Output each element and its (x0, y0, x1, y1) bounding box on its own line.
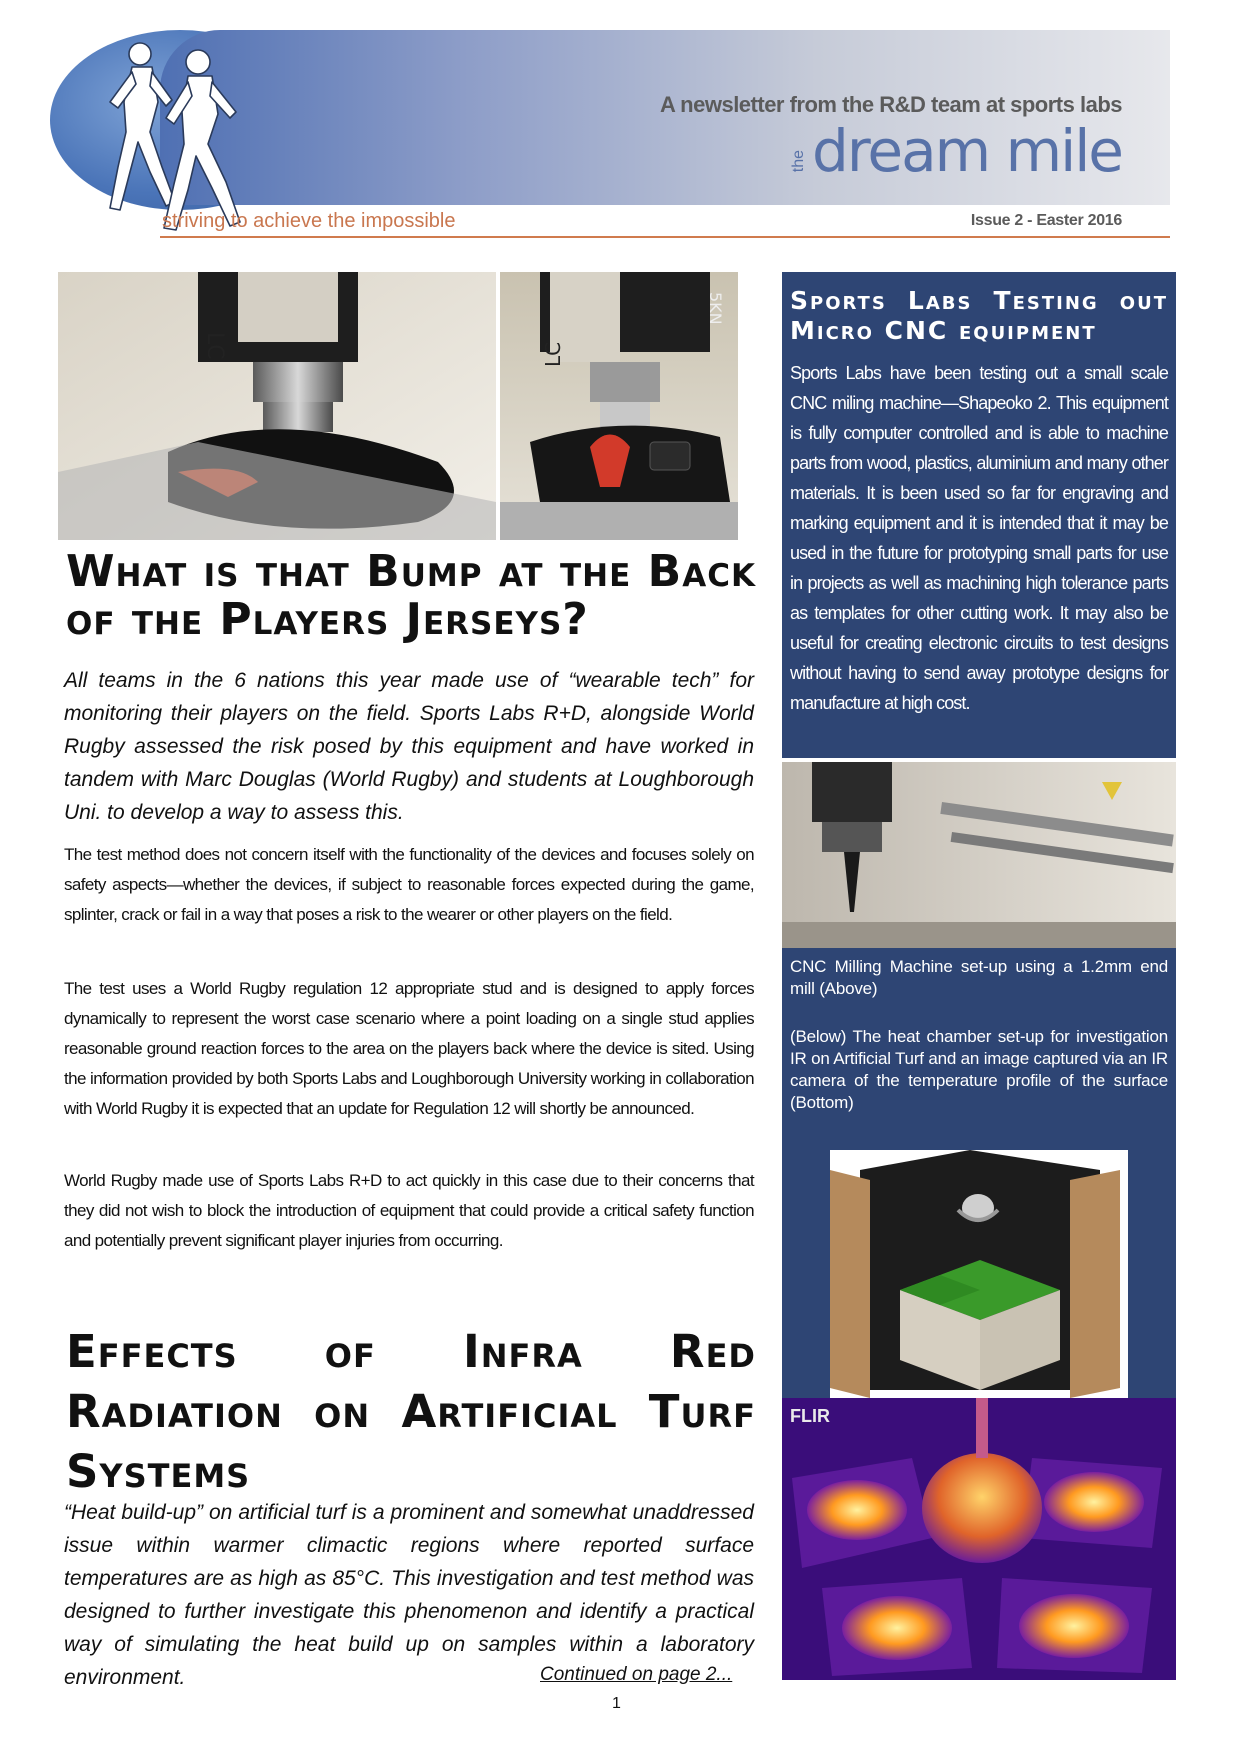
masthead (790, 117, 1122, 185)
article1-paragraph-2: The test uses a World Rugby regulation 12 appropriate stud and is designed to apply forces dynamically to represent the worst case scenario where a point loading on a single stud applies reasonable ground reaction forces to the area on the players back where the device is sited. Using the information provided by both Sports Labs and Loughborough University working in collaboration with World Rugby it is expected that an update for Regulation 12 will shortly be announced. (64, 979, 754, 1118)
header-rule (160, 236, 1170, 238)
newsletter-tagline: A newsletter from the R&D team at sports labs (659, 92, 1122, 117)
load-cell-label: LC (202, 332, 227, 360)
article2-title: Effects of Infra Red Radiation on Artificial Turf Systems (66, 1325, 756, 1498)
cnc-machine-photo (782, 762, 1176, 948)
sidebar-cnc-box (782, 272, 1176, 758)
load-cell-tag: 5KN (706, 292, 725, 325)
flir-brand: FLIR (790, 1406, 830, 1426)
heat-chamber-diagram (830, 1150, 1128, 1398)
issue-label: Issue 2 - Easter 2016 (970, 212, 1122, 229)
article1-title: What is that Bump at the Back of the Players Jerseys? (66, 546, 756, 645)
article1-lede: All teams in the 6 nations this year made use of “wearable tech” for monitoring their players on the field. Sports Labs R+D, alongside World Rugby assessed the risk posed by this equipment and have worked in tandem with Marc Douglas (World Rugby) and students at Loughborough Uni. to develop a way to assess this. (64, 669, 754, 824)
impact-test-photo-right (500, 272, 738, 540)
continued-link[interactable]: Continued on page 2... (540, 1664, 733, 1685)
sidebar-body: Sports Labs have been testing out a small scale CNC miling machine—Shapeoko 2. This equipment is fully computer controlled and is able to machine parts from wood, plastics, aluminium and many other materials. It is been used so far for engraving and marking equipment and it is intended that it may be used in the future for prototyping small parts for use in projects as well as machining high tolerance parts as templates for other cutting work. It may also be useful for creating electronic circuits to test designs without having to send away prototype designs for manufacture at high cost. (790, 363, 1168, 713)
ir-thermal-image (782, 1398, 1176, 1680)
cnc-caption: CNC Milling Machine set-up using a 1.2mm end mill (Above) (790, 957, 1168, 998)
article2-lede: “Heat build-up” on artificial turf is a prominent and somewhat unaddressed issue within warmer climactic regions where reported surface temperatures are as high as 85°C. This investigation and test method was designed to further investigate this phenomenon and identify a practical way of simulating the heat build up on samples within a laboratory environment. (64, 1501, 754, 1689)
sidebar-title: Sports Labs Testing out Micro CNC equipment (790, 286, 1168, 345)
newsletter-header (50, 30, 1170, 240)
masthead-the: the (790, 149, 808, 172)
heat-chamber-caption: (Below) The heat chamber set-up for investigation IR on Artificial Turf and an image captured via an IR camera of the temperature profile of the surface (Bottom) (790, 1027, 1168, 1112)
page-number: 1 (612, 1695, 621, 1712)
hero-photos (58, 272, 758, 540)
article1-paragraph-3: World Rugby made use of Sports Labs R+D to act quickly in this case due to their concerns that they did not wish to block the introduction of equipment that could provide a critical safety function and potentially prevent significant player injuries from occurring. (64, 1171, 754, 1250)
load-cell-label-2: LC (541, 341, 565, 367)
impact-test-photo-left (58, 272, 496, 540)
newsletter-motto: striving to achieve the impossible (162, 210, 456, 232)
article1-paragraph-1: The test method does not concern itself with the functionality of the devices and focuses solely on safety aspects—whether the devices, if subject to reasonable forces expected during the game, splinter, crack or fail in a way that poses a risk to the wearer or other players on the field. (64, 845, 754, 924)
masthead-title: dream mile (812, 117, 1122, 185)
